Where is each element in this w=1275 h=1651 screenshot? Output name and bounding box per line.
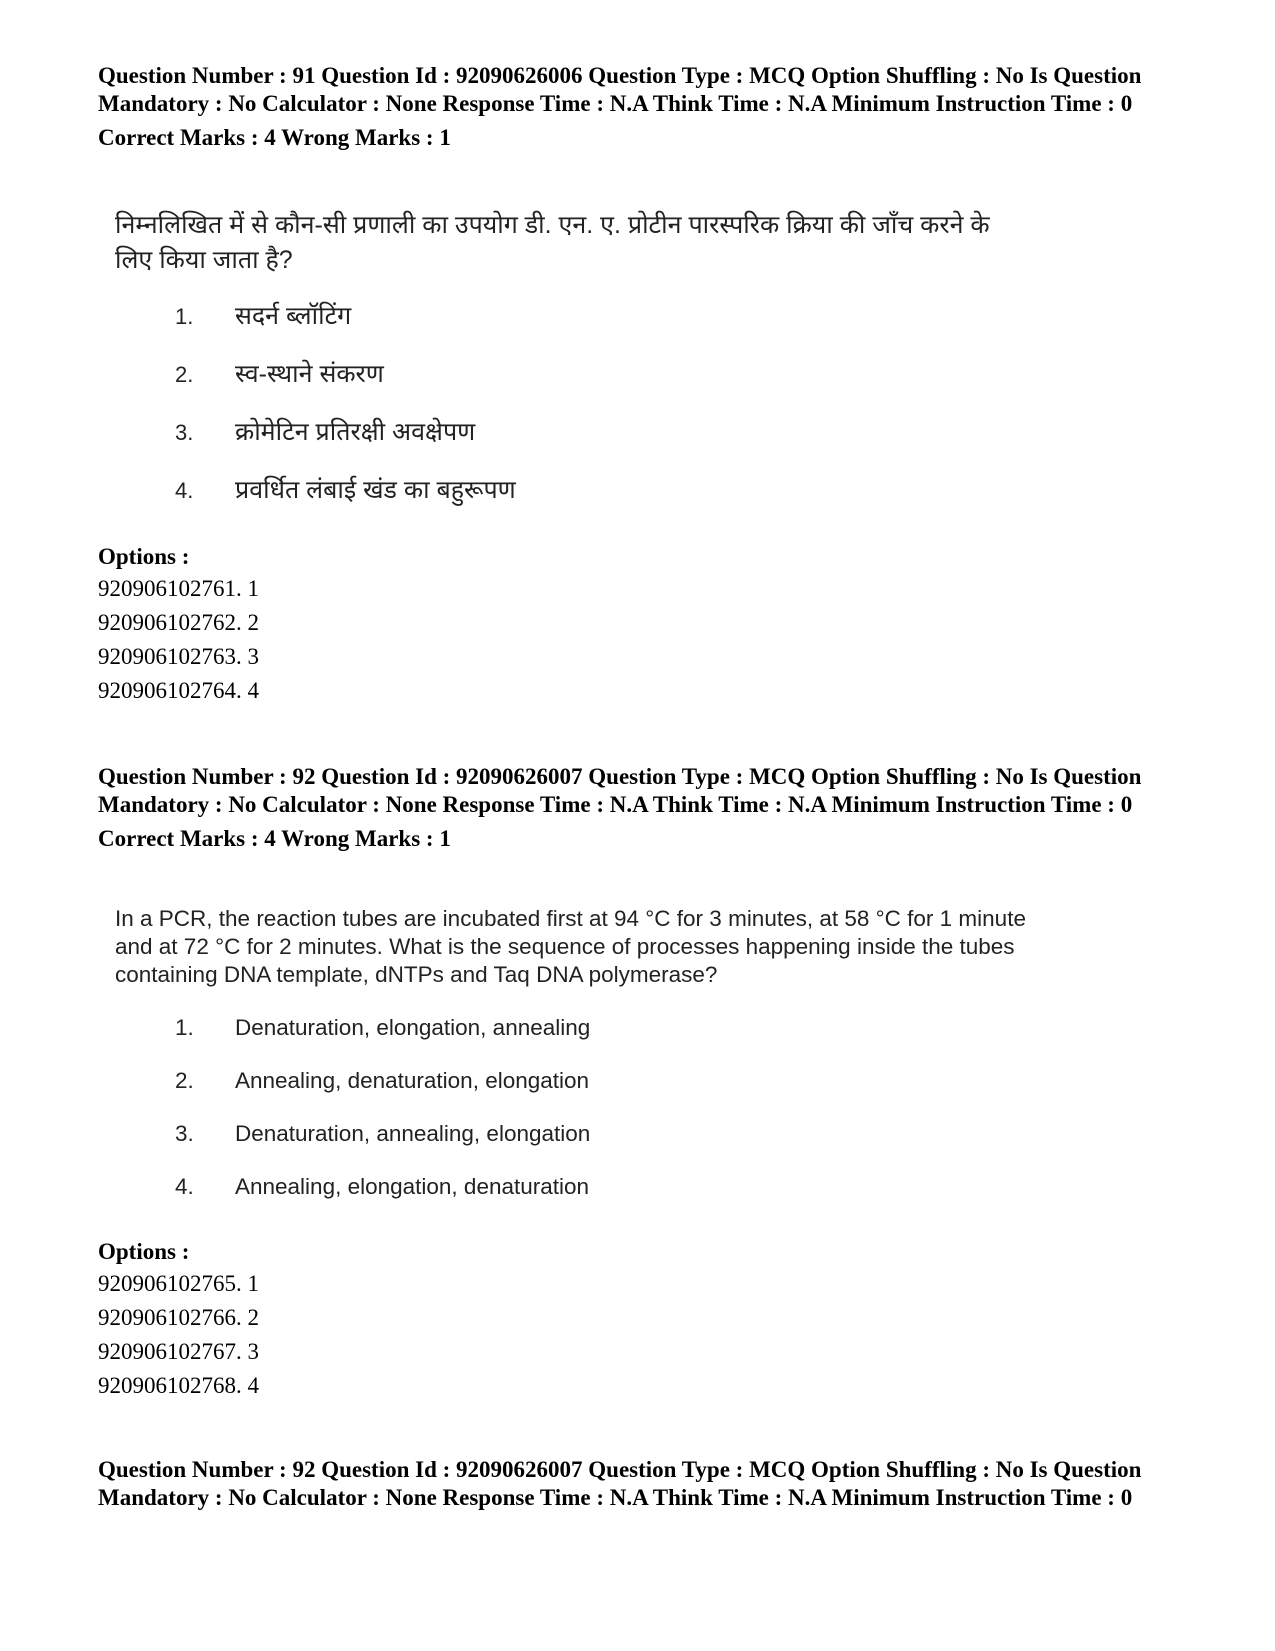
choice-label: स्व-स्थाने संकरण <box>235 360 384 388</box>
question-92-repeat-header <box>98 1456 1188 1512</box>
choice-label: क्रोमेटिन प्रतिरक्षी अवक्षेपण <box>235 418 476 446</box>
choice-label: Annealing, elongation, denaturation <box>235 1174 590 1199</box>
question-marks: Correct Marks : 4 Wrong Marks : 1 <box>98 125 451 150</box>
question-92-body <box>115 905 1035 1227</box>
choice-label: Denaturation, elongation, annealing <box>235 1015 591 1040</box>
option-line: 920906102761. 1 <box>98 576 259 601</box>
choice-label: सदर्न ब्लॉटिंग <box>235 302 352 330</box>
choice-item <box>115 1068 1035 1121</box>
question-meta: Question Number : 92 Question Id : 92090626007 Question Type : MCQ Option Shuffling : No Is Question Mandatory : No Calculator : None Response Time : N.A Think Time : N.A Minimum Instruction Time : 0 <box>98 1457 1142 1510</box>
choice-item <box>115 1121 1035 1174</box>
choice-item <box>115 356 1015 414</box>
options-title: Options : <box>98 1239 190 1264</box>
question-text: निम्नलिखित में से कौन-सी प्रणाली का उपयोग डी. एन. ए. प्रोटीन पारस्परिक क्रिया की जाँच करने के लिए किया जाता है? <box>115 211 990 274</box>
choice-item <box>115 298 1015 356</box>
choice-number: 1. <box>175 304 194 329</box>
choice-number: 3. <box>175 420 194 445</box>
question-marks: Correct Marks : 4 Wrong Marks : 1 <box>98 826 451 851</box>
question-91-options <box>98 542 1188 708</box>
option-line: 920906102763. 3 <box>98 644 259 669</box>
choice-label: Annealing, denaturation, elongation <box>235 1068 590 1093</box>
choice-number: 4. <box>175 1174 194 1199</box>
choice-number: 1. <box>175 1015 194 1040</box>
choice-number: 2. <box>175 1068 194 1093</box>
choice-list <box>115 298 1015 530</box>
choice-item <box>115 1174 1035 1227</box>
question-92-options <box>98 1237 1188 1403</box>
question-text: In a PCR, the reaction tubes are incubated first at 94 °C for 3 minutes, at 58 °C for 1 minute and at 72 °C for 2 minutes. What is the sequence of processes happening inside the tubes containing DNA template, dNTPs and Taq DNA polymerase? <box>115 906 1026 987</box>
choice-item <box>115 1015 1035 1068</box>
choice-number: 3. <box>175 1121 194 1146</box>
question-92-header <box>98 763 1188 853</box>
option-line: 920906102765. 1 <box>98 1271 259 1296</box>
choice-number: 4. <box>175 478 194 503</box>
question-meta: Question Number : 91 Question Id : 92090626006 Question Type : MCQ Option Shuffling : No Is Question Mandatory : No Calculator : None Response Time : N.A Think Time : N.A Minimum Instruction Time : 0 <box>98 63 1142 116</box>
choice-number: 2. <box>175 362 194 387</box>
option-line: 920906102762. 2 <box>98 610 259 635</box>
question-91-header <box>98 62 1188 152</box>
option-line: 920906102767. 3 <box>98 1339 259 1364</box>
option-line: 920906102766. 2 <box>98 1305 259 1330</box>
choice-list <box>115 1015 1035 1227</box>
choice-item <box>115 414 1015 472</box>
options-title: Options : <box>98 544 190 569</box>
question-meta: Question Number : 92 Question Id : 92090626007 Question Type : MCQ Option Shuffling : No Is Question Mandatory : No Calculator : None Response Time : N.A Think Time : N.A Minimum Instruction Time : 0 <box>98 764 1142 817</box>
option-line: 920906102764. 4 <box>98 678 259 703</box>
choice-item <box>115 472 1015 530</box>
choice-label: प्रवर्धित लंबाई खंड का बहुरूपण <box>235 476 516 504</box>
question-91-body <box>115 208 1015 530</box>
choice-label: Denaturation, annealing, elongation <box>235 1121 591 1146</box>
option-line: 920906102768. 4 <box>98 1373 259 1398</box>
